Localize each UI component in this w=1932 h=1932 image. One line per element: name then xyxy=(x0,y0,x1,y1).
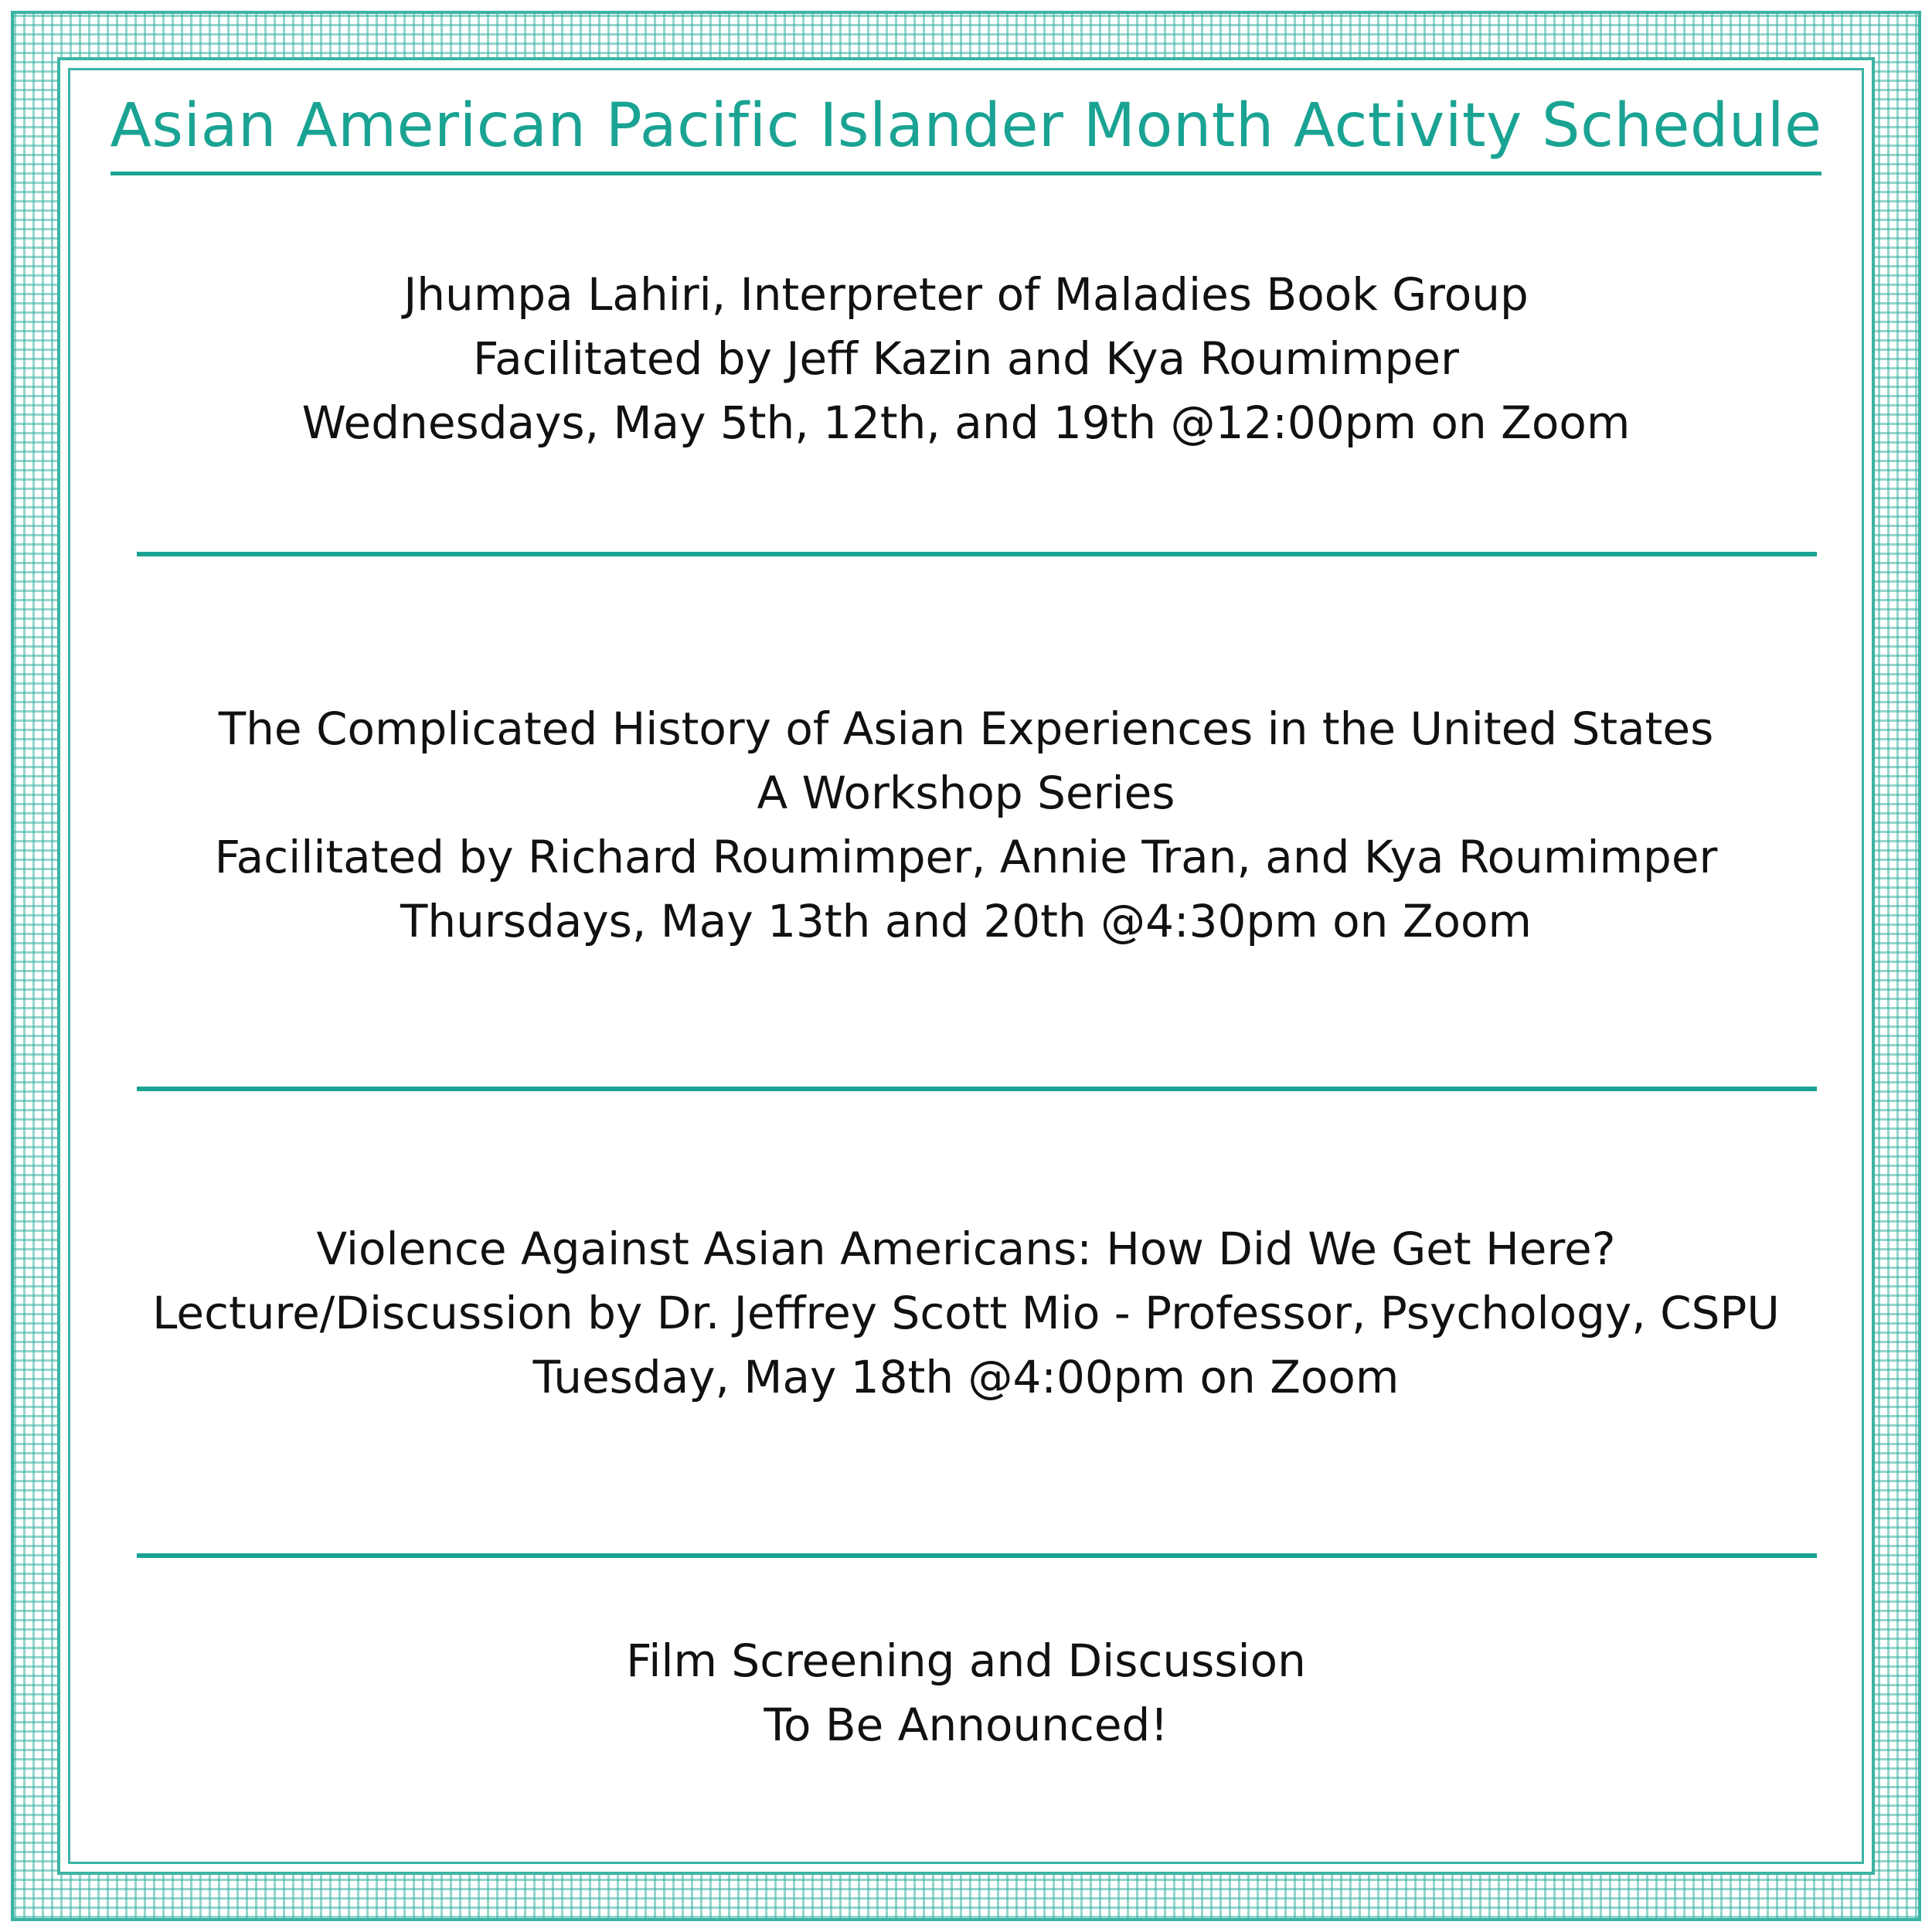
section-divider xyxy=(137,1553,1817,1558)
page-title-text: Asian American Pacific Islander Month Activity Schedule xyxy=(111,83,1822,175)
event-title: The Complicated History of Asian Experiences in the United States xyxy=(218,702,1714,755)
section-divider xyxy=(137,1087,1817,1091)
event-title: Film Screening and Discussion xyxy=(626,1634,1306,1687)
page-title xyxy=(0,83,1932,175)
event-book-group xyxy=(93,263,1839,455)
event-subtitle: A Workshop Series xyxy=(757,767,1175,819)
section-divider xyxy=(137,552,1817,556)
event-schedule: Tuesday, May 18th @4:00pm on Zoom xyxy=(532,1351,1400,1403)
event-workshop-series xyxy=(93,697,1839,954)
event-speaker: Lecture/Discussion by Dr. Jeffrey Scott Mio - Professor, Psychology, CSPU xyxy=(152,1287,1780,1339)
event-film-screening xyxy=(93,1629,1839,1757)
event-schedule: Thursdays, May 13th and 20th @4:30pm on Zoom xyxy=(400,895,1532,947)
event-title: Jhumpa Lahiri, Interpreter of Maladies Book Group xyxy=(403,268,1529,321)
event-facilitators: Facilitated by Richard Roumimper, Annie Tran, and Kya Roumimper xyxy=(214,831,1718,883)
event-facilitators: Facilitated by Jeff Kazin and Kya Roumimper xyxy=(473,332,1459,385)
event-lecture xyxy=(93,1217,1839,1410)
event-title: Violence Against Asian Americans: How Did We Get Here? xyxy=(316,1223,1616,1275)
event-schedule: Wednesdays, May 5th, 12th, and 19th @12:00pm on Zoom xyxy=(301,396,1631,449)
event-status: To Be Announced! xyxy=(764,1699,1168,1751)
